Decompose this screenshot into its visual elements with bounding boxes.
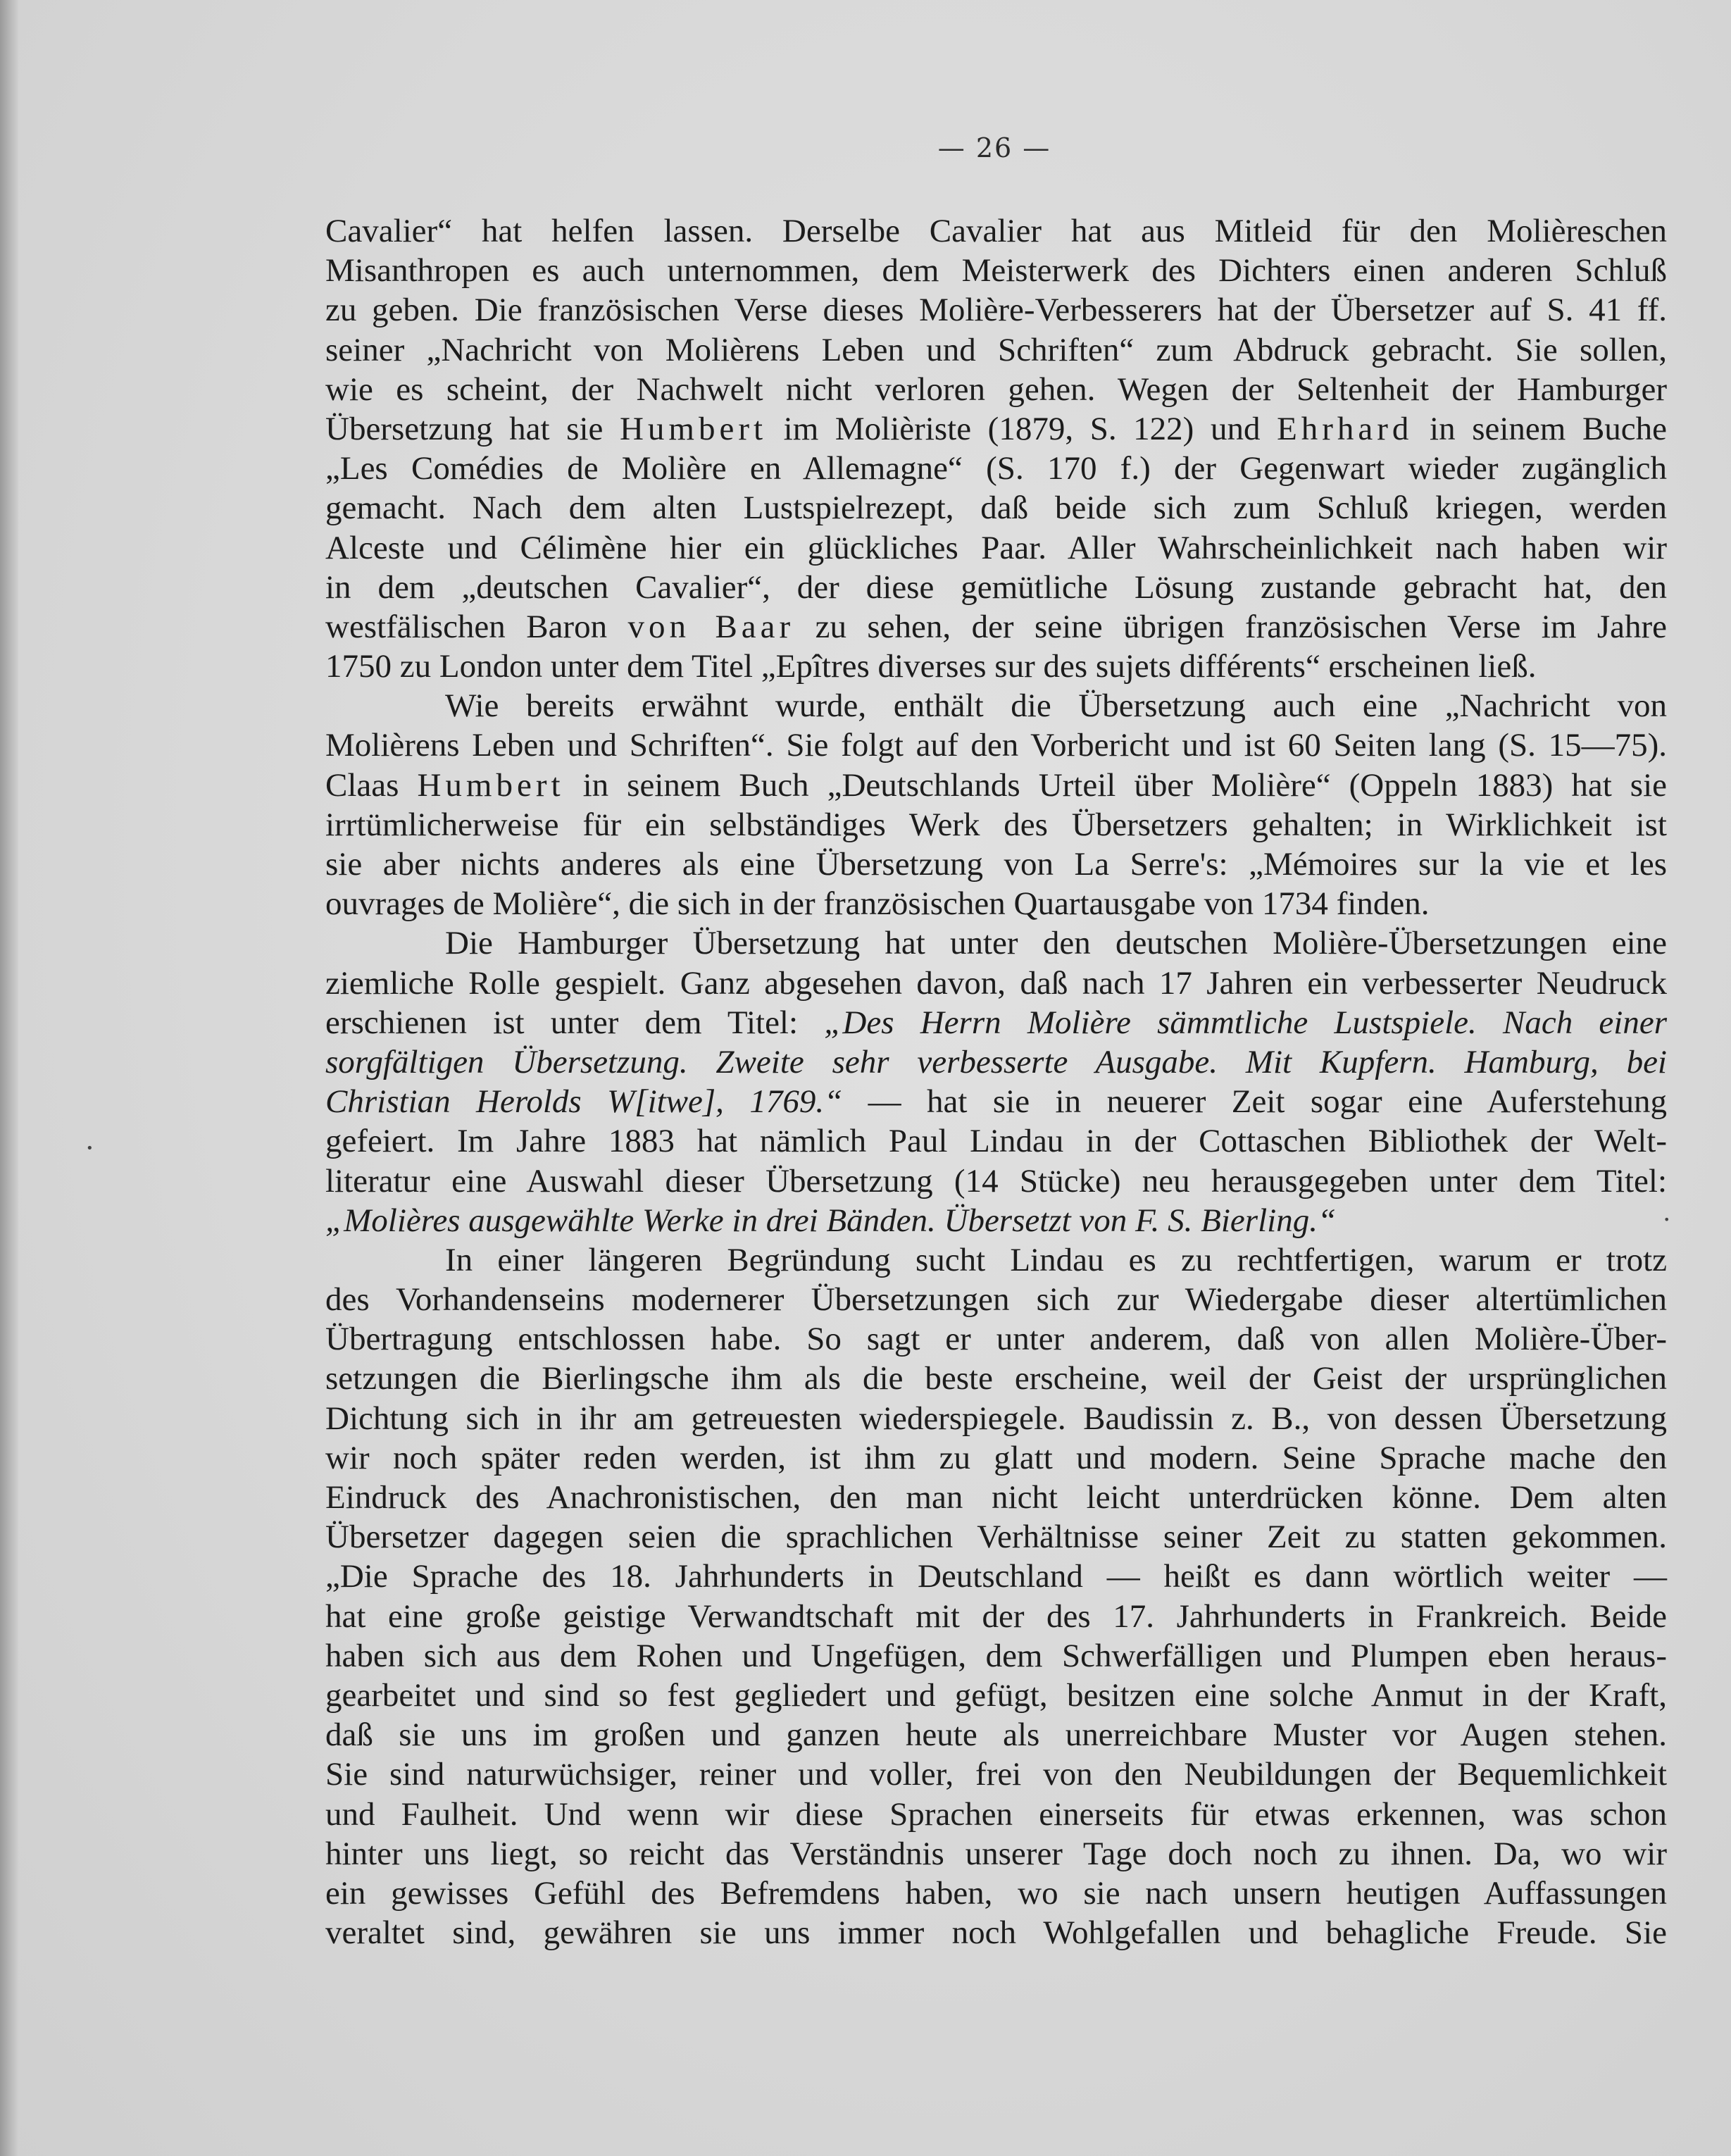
text-line: haben sich aus dem Rohen und Ungefügen, dem Schwerfälligen und Plumpen eben heraus-	[325, 1637, 1667, 1674]
page-binding-edge	[0, 0, 18, 2156]
text-line: „Les Comédies de Molière en Allemagne“ (S. 170 f.) der Gegenwart wieder zugänglich	[325, 450, 1667, 487]
text-line: Die Hamburger Übersetzung hat unter den deutschen Molière-Übersetzungen eine	[445, 925, 1667, 962]
text-segment: — hat sie in neuerer Zeit sogar eine Auferstehung	[842, 1083, 1667, 1121]
text-line: literatur eine Auswahl dieser Übersetzung (14 Stücke) neu herausgegeben unter dem Titel:	[325, 1162, 1667, 1199]
text-line	[325, 409, 1667, 449]
text-line: Sie sind naturwüchsiger, reiner und voller, frei von den Neubildungen der Bequemlichkeit	[325, 1756, 1667, 1793]
text-segment: Claas	[325, 766, 418, 804]
text-segment: Übersetzung hat sie	[325, 410, 620, 447]
text-line: ziemliche Rolle gespielt. Ganz abgesehen davon, daß nach 17 Jahren ein verbesserter Neudruck	[325, 964, 1667, 1002]
spaced-name: Humbert	[417, 766, 565, 804]
text-line: irrtümlicherweise für ein selbständiges Werk des Übersetzers gehalten; in Wirklichkeit ist	[325, 806, 1667, 843]
text-line: Misanthropen es auch unternommen, dem Meisterwerk des Dichters einen anderen Schluß	[325, 252, 1667, 289]
text-line: In einer längeren Begründung sucht Lindau es zu rechtfertigen, warum er trotz	[445, 1241, 1667, 1278]
text-segment: erschienen ist unter dem Titel:	[325, 1004, 825, 1041]
text-line: sie aber nichts anderes als eine Übersetzung von La Serre's: „Mémoires sur la vie et les	[325, 846, 1667, 883]
text-line: zu geben. Die französischen Verse dieses Molière-Verbesserers hat der Übersetzer auf S. 41 ff.	[325, 292, 1667, 329]
text-segment: in seinem Buch „Deutschlands Urteil über Molière“ (Oppeln 1883) hat sie	[564, 766, 1667, 804]
text-line: des Vorhandenseins modernerer Übersetzungen sich zur Wiedergabe dieser altertümlichen	[325, 1281, 1667, 1319]
italic-title: „Molières ausgewählte Werke in drei Bänden. Übersetzt von F. S. Bierling.“	[325, 1202, 1337, 1239]
text-line: gemacht. Nach dem alten Lustspielrezept, daß beide sich zum Schluß kriegen, werden	[325, 490, 1667, 527]
text-line: wir noch später reden werden, ist ihm zu glatt und modern. Seine Sprache mache den	[325, 1439, 1667, 1476]
scan-speck: •	[1663, 1213, 1670, 1226]
text-line: „Die Sprache des 18. Jahrhunderts in Deutschland — heißt es dann wörtlich weiter —	[325, 1558, 1667, 1595]
text-segment: in seinem Buche	[1413, 410, 1668, 447]
text-line: seiner „Nachricht von Molièrens Leben und Schriften“ zum Abdruck gebracht. Sie sollen,	[325, 331, 1667, 368]
paragraph	[325, 1240, 1667, 1952]
paragraph	[325, 211, 1667, 686]
text-line	[325, 1201, 1667, 1240]
text-line: daß sie uns im großen und ganzen heute als unerreichbare Muster vor Augen stehen.	[325, 1716, 1667, 1754]
text-line: wie es scheint, der Nachwelt nicht verloren gehen. Wegen der Seltenheit der Hamburger	[325, 370, 1667, 408]
text-segment: im Molièriste (1879, S. 122) und	[767, 410, 1277, 447]
text-line	[325, 1003, 1667, 1042]
text-line: gearbeitet und sind so fest gegliedert und gefügt, besitzen eine solche Anmut in der Kraft,	[325, 1676, 1667, 1714]
paragraph	[325, 923, 1667, 1240]
spaced-name: Humbert	[619, 410, 768, 447]
italic-title: Christian Herolds W[itwe], 1769.“	[325, 1083, 843, 1121]
page-number: — 26 —	[937, 132, 1051, 163]
paragraph	[325, 686, 1667, 923]
text-line: hinter uns liegt, so reicht das Verständnis unserer Tage doch noch zu ihnen. Da, wo wir	[325, 1835, 1667, 1872]
italic-title: „Des Herrn Molière sämmtliche Lustspiele. Nach einer	[824, 1004, 1668, 1041]
text-line: Alceste und Célimène hier ein glückliches Paar. Aller Wahrscheinlichkeit nach haben wir	[325, 529, 1667, 566]
text-line: Dichtung sich in ihr am getreuesten wiederspiegele. Baudissin z. B., von dessen Übersetzung	[325, 1400, 1667, 1437]
text-line: und Faulheit. Und wenn wir diese Sprachen einerseits für etwas erkennen, was schon	[325, 1795, 1667, 1833]
text-line: ouvrages de Molière“, die sich in der französischen Quartausgabe von 1734 finden.	[325, 885, 1430, 923]
text-line: 1750 zu London unter dem Titel „Epîtres diverses sur des sujets différents“ erscheinen ließ.	[325, 648, 1537, 685]
text-line: veraltet sind, gewähren sie uns immer noch Wohlgefallen und behagliche Freude. Sie	[325, 1914, 1667, 1952]
text-segment: westfälischen Baron	[325, 608, 628, 645]
spaced-name: von Baar	[627, 608, 795, 645]
text-line: Cavalier“ hat helfen lassen. Derselbe Cavalier hat aus Mitleid für den Molièreschen	[325, 213, 1667, 249]
text-line: setzungen die Bierlingsche ihm als die beste erscheine, weil der Geist der ursprünglichen	[325, 1360, 1667, 1397]
text-line: Übersetzer dagegen seien die sprachlichen Verhältnisse seiner Zeit zu statten gekommen.	[325, 1519, 1667, 1556]
text-line	[325, 607, 1667, 647]
text-line: gefeiert. Im Jahre 1883 hat nämlich Paul Lindau in der Cottaschen Bibliothek der Welt-	[325, 1123, 1667, 1160]
text-line: Übertragung entschlossen habe. So sagt er unter anderem, daß von allen Molière-Über-	[325, 1321, 1667, 1358]
scan-speck: •	[86, 1141, 94, 1156]
text-line	[325, 766, 1667, 805]
text-line: in dem „deutschen Cavalier“, der diese gemütliche Lösung zustande gebracht hat, den	[325, 568, 1667, 606]
text-line: Molièrens Leben und Schriften“. Sie folgt auf den Vorbericht und ist 60 Seiten lang (S. 15—75).	[325, 727, 1667, 764]
text-line: hat eine große geistige Verwandtschaft mit der des 17. Jahrhunderts in Frankreich. Beide	[325, 1597, 1667, 1635]
italic-title: sorgfältigen Übersetzung. Zweite sehr verbesserte Ausgabe. Mit Kupfern. Hamburg, bei	[325, 1043, 1667, 1080]
spaced-name: Ehrhard	[1277, 410, 1413, 447]
text-line: Eindruck des Anachronistischen, den man nicht leicht unterdrücken könne. Dem alten	[325, 1479, 1667, 1516]
body-text	[325, 211, 1667, 1952]
text-segment: zu sehen, der seine übrigen französischen Verse im Jahre	[794, 608, 1667, 645]
text-line	[325, 1042, 1667, 1082]
text-line: Wie bereits erwähnt wurde, enthält die Übersetzung auch eine „Nachricht von	[445, 687, 1667, 725]
text-line	[325, 1082, 1667, 1121]
text-line: ein gewisses Gefühl des Befremdens haben, wo sie nach unsern heutigen Auffassungen	[325, 1874, 1667, 1912]
